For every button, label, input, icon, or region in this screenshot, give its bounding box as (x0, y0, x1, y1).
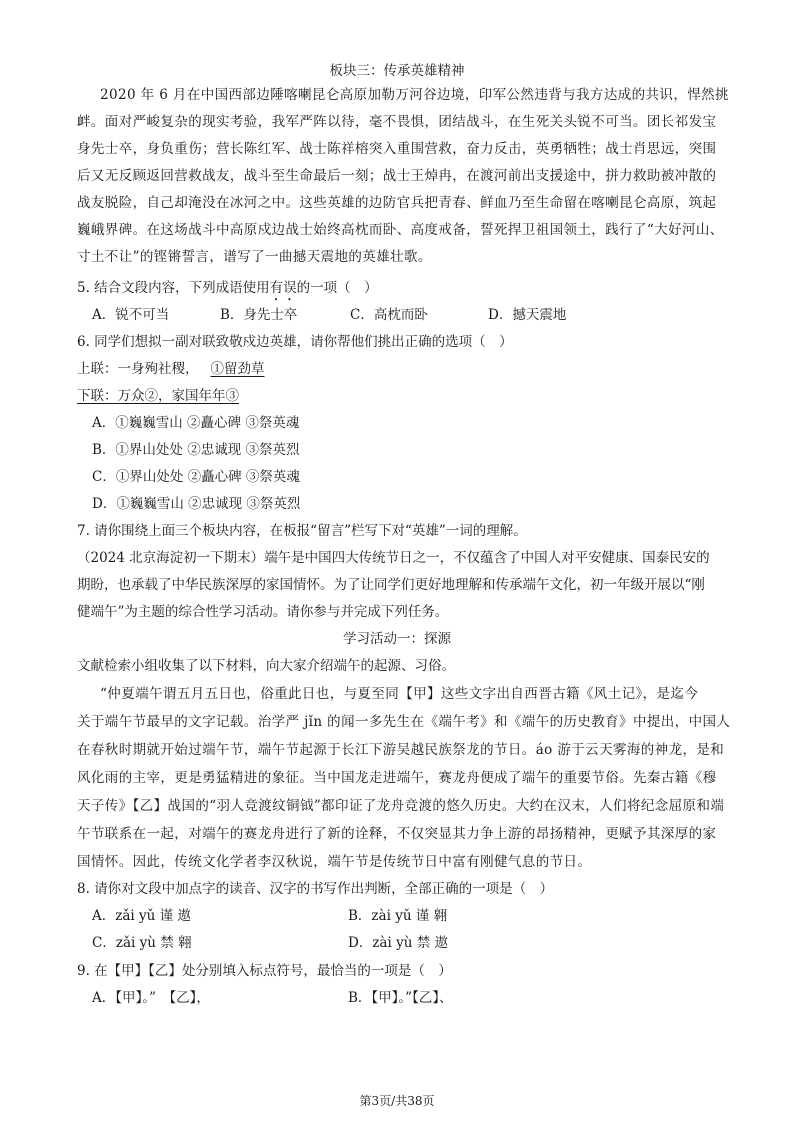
section3-para-line: 巍峨界碑。在这场战斗中高原戍边战士始终高枕而卧、高度戒备，誓死捍卫祖国领土，践行了“大好河山、 (77, 222, 724, 238)
option-b: B．【甲】。”【乙】、 (348, 990, 453, 1006)
activity-para-line: 国情怀。因此，传统文化学者李汉秋说，端午节是传统节日中富有刚健气息的节日。 (77, 854, 592, 870)
question-8-stem: 8. 请你对文段中加点字的读音、汉字的书写作出判断，全部正确的一项是（ ） (77, 881, 554, 897)
option-c: C．zǎi yù 禁 翱 (92, 935, 192, 951)
section3-para-line: 身先士卒，身负重伤；营长陈红军、战士陈祥榕突入重围营救，奋力反击，英勇牺牲；战士肖思远，突围 (77, 141, 717, 157)
question-text: 的一项（ ） (296, 280, 378, 296)
option-b: B．①界山处处 ②忠诚现 ③祭英烈 (92, 442, 300, 458)
activity-para-line: “仲夏端午谓五月五日也，俗重此日也，与夏至同【甲】这些文字出自西晋古籍《风土记》，是迄今 (100, 686, 699, 702)
option-b: B．zài yǔ 谨 翱 (348, 908, 448, 924)
section3-para-line: 2020 年 6 月在中国西部边陲喀喇昆仑高原加勒万河谷边境，印军公然违背与我方达成的共识，悍然挑 (100, 87, 729, 103)
activity-para-line: 在春秋时期就开始过端午节，端午节起源于长江下游吴越民族祭龙的节日。áo 游于云天雾海的神龙，是和 (77, 742, 725, 758)
intro-line: 健端午”为主题的综合性学习活动。请你参与并完成下列任务。 (77, 604, 449, 620)
intro-line: （2024 北京海淀初一下期末）端午是中国四大传统节日之一，不仅蕴含了中国人对平安健康、国泰民安的 (77, 550, 710, 566)
question-9-stem: 9. 在【甲】【乙】处分别填入标点符号，最恰当的一项是（ ） (77, 963, 452, 979)
option-d: D．撼天震地 (488, 307, 567, 323)
option-b: B．身先士卒 (220, 307, 298, 323)
activity-para-line: 天子传》【乙】战国的“羽人竞渡纹铜钺”都印证了龙舟竞渡的悠久历史。大约在汉末，人们将纪念屈原和端 (77, 798, 725, 814)
intro-line: 期盼，也承载了中华民族深厚的家国情怀。为了让同学们更好地理解和传承端午文化，初一年级开展以“刚 (77, 577, 705, 593)
option-c: C．①界山处处 ②矗心碑 ③祭英魂 (92, 469, 300, 485)
section3-para-line: 战友脱险，自己却淹没在冰河之中。这些英雄的边防官兵把青春、鲜血乃至生命留在喀喇昆仑高原，筑起 (77, 195, 717, 211)
couplet-blank-2: 下联：万众② (77, 388, 158, 404)
section3-para-line: 后又无反顾返回营救战友，战斗至生命最后一刻；战士王焯冉，在渡河前出支援途中，拼力救助被冲散的 (77, 168, 717, 184)
activity-para-line: 午节联系在一起，对端午的赛龙舟进行了新的诠释，不仅突显其力争上游的昂扬精神，更赋予其深厚的家 (77, 826, 717, 842)
page-footer: 第3页/共38页 (359, 1094, 435, 1108)
option-c: C．高枕而卧 (350, 307, 428, 323)
activity-title: 学习活动一：探源 (343, 631, 451, 647)
couplet-text: 上联：一身殉社稷， (77, 361, 199, 377)
option-d: D．zài yù 禁 遨 (348, 935, 448, 951)
option-a: A．①巍巍雪山 ②矗心碑 ③祭英魂 (92, 415, 300, 431)
option-a: A．【甲】。” 【乙】， (92, 990, 210, 1006)
couplet-upper (77, 360, 265, 378)
activity-para-line: 风化雨的主宰，更是勇猛精进的象征。当中国龙走进端午，赛龙舟便成了端午的重要节俗。先秦古籍《穆 (77, 770, 717, 786)
option-a: A．锐不可当 (92, 307, 170, 323)
option-d: D．①巍巍雪山 ②忠诚现 ③祭英烈 (92, 496, 301, 512)
question-text: 5. 结合文段内容，下列成语使用 (77, 280, 270, 296)
couplet-blank-1: ①留劲草 (210, 361, 265, 377)
emphasis-text: 有误 (269, 280, 297, 296)
question-7-stem: 7. 请你围绕上面三个板块内容，在板报“留言”栏写下对“英雄”一词的理解。 (77, 523, 527, 539)
section3-para-line: 寸土不让”的铿锵誓言，谱写了一曲撼天震地的英雄壮歌。 (77, 249, 432, 265)
option-a: A．zǎi yǔ 谨 遨 (92, 908, 191, 924)
activity-para-line: 关于端午节最早的文字记载。治学严 jǐn 的闻一多先生在《端午考》和《端午的历史教育》中提出，中国人 (77, 714, 731, 730)
section3-para-line: 衅。面对严峻复杂的现实考验，我军严阵以待，毫不畏惧，团结战斗，在生死关头锐不可当。团长祁发宝 (77, 114, 717, 130)
couplet-blank-3: ，家国年年③ (158, 388, 239, 404)
section-title: 板块三：传承英雄精神 (329, 63, 465, 79)
activity-lead: 文献检索小组收集了以下材料，向大家介绍端午的起源、习俗。 (77, 658, 455, 674)
question-6-stem: 6. 同学们想拟一副对联致敬戍边英雄，请你帮他们挑出正确的选项（ ） (77, 334, 513, 350)
couplet-lower (77, 387, 249, 405)
question-5-stem (77, 279, 378, 304)
